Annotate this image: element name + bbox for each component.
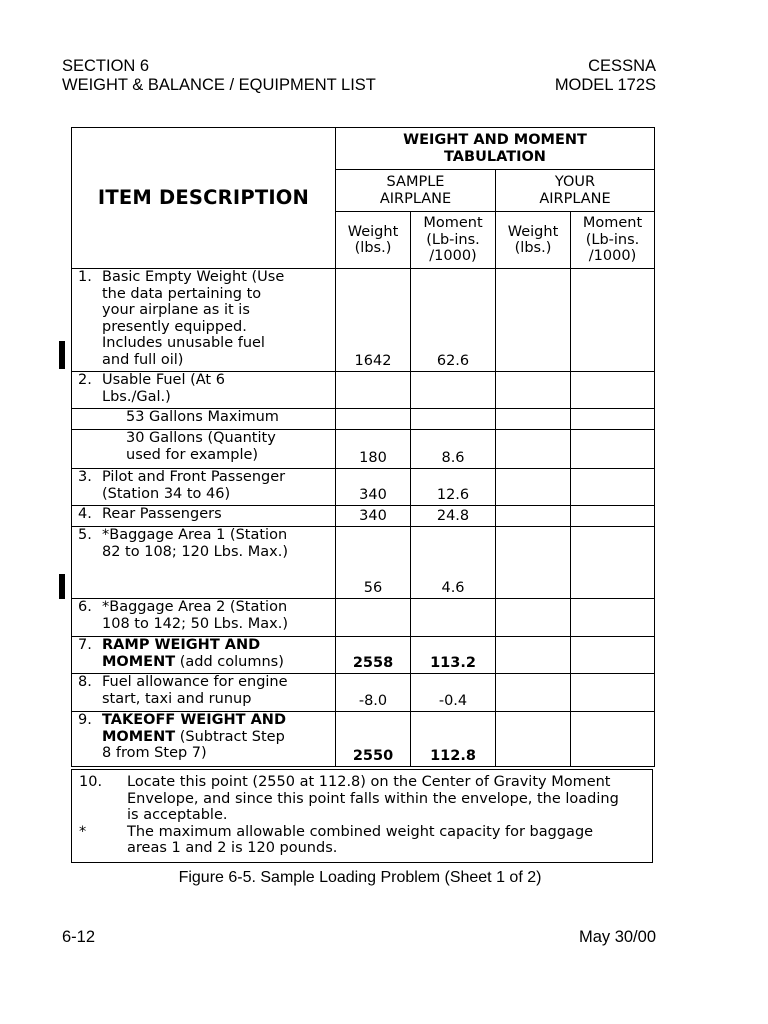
sample-moment-cell: 113.2 xyxy=(411,637,496,674)
your-moment-cell xyxy=(571,269,655,372)
sample-weight-header xyxy=(336,212,411,269)
item-cell xyxy=(72,372,336,409)
item-description-header: ITEM DESCRIPTION xyxy=(72,128,336,269)
sample-moment-cell: 12.6 xyxy=(411,469,496,506)
header-line: AIRPLANE xyxy=(539,190,611,207)
item-text: 30 Gallons (Quantity xyxy=(126,430,276,446)
item-cell xyxy=(72,674,336,712)
your-moment-cell xyxy=(571,430,655,469)
header-line: /1000) xyxy=(588,248,637,265)
sample-weight-cell: 340 xyxy=(336,506,411,527)
item-text: *Baggage Area 2 (Station xyxy=(102,599,288,615)
item-text: RAMP WEIGHT AND xyxy=(102,637,261,653)
note-item xyxy=(72,824,652,857)
notes-box xyxy=(71,769,653,863)
table-row xyxy=(72,269,655,372)
model-label: MODEL 172S xyxy=(554,76,656,94)
item-number: 6. xyxy=(78,599,92,615)
sample-moment-cell: 8.6 xyxy=(411,430,496,469)
section-subtitle: WEIGHT & BALANCE / EQUIPMENT LIST xyxy=(62,76,376,94)
item-number: 3. xyxy=(78,469,92,485)
your-moment-cell xyxy=(571,674,655,712)
item-text: 8 from Step 7) xyxy=(102,745,207,761)
item-cell xyxy=(72,599,336,637)
sample-weight-cell: -8.0 xyxy=(336,674,411,712)
your-moment-cell xyxy=(571,599,655,637)
item-text: 108 to 142; 50 Lbs. Max.) xyxy=(102,615,288,632)
header-line: (lbs.) xyxy=(354,240,392,256)
header-line: Weight xyxy=(347,223,399,240)
revision-bar xyxy=(59,574,65,599)
header-line: (Lb-ins. xyxy=(426,231,480,248)
your-weight-header xyxy=(496,212,571,269)
item-cell xyxy=(72,430,336,469)
page-header-left xyxy=(62,57,376,95)
sample-weight-cell: 340 xyxy=(336,469,411,506)
header-line: Moment xyxy=(423,215,483,232)
item-text: Rear Passengers xyxy=(102,506,222,522)
your-weight-cell xyxy=(496,409,571,430)
item-text: (Station 34 to 46) xyxy=(102,485,231,502)
item-text: (add columns) xyxy=(175,653,284,670)
your-weight-cell xyxy=(496,469,571,506)
sample-moment-cell xyxy=(411,409,496,430)
item-text: your airplane as it is xyxy=(102,302,250,318)
brand-label: CESSNA xyxy=(588,57,656,75)
table-row xyxy=(72,599,655,637)
item-cell xyxy=(72,527,336,599)
item-text: Fuel allowance for engine xyxy=(102,674,288,690)
item-text: 53 Gallons Maximum xyxy=(126,409,279,425)
header-line: YOUR xyxy=(554,174,596,190)
sample-moment-cell xyxy=(411,372,496,409)
header-line: (lbs.) xyxy=(514,240,552,256)
your-moment-cell xyxy=(571,712,655,767)
table-row xyxy=(72,527,655,599)
sample-moment-cell: 24.8 xyxy=(411,506,496,527)
sample-weight-cell: 1642 xyxy=(336,269,411,372)
sample-moment-cell: 62.6 xyxy=(411,269,496,372)
table-row xyxy=(72,674,655,712)
revision-bar xyxy=(59,341,65,369)
revision-date: May 30/00 xyxy=(578,928,656,946)
item-text: start, taxi and runup xyxy=(102,690,252,707)
note-key: * xyxy=(79,823,87,840)
sample-weight-cell: 180 xyxy=(336,430,411,469)
your-moment-header xyxy=(571,212,655,269)
table-row xyxy=(72,469,655,506)
your-weight-cell xyxy=(496,527,571,599)
header-line: Weight xyxy=(507,223,559,240)
header-line: SAMPLE xyxy=(386,174,445,190)
section-label: SECTION 6 xyxy=(62,57,150,75)
item-cell xyxy=(72,469,336,506)
loading-table xyxy=(71,127,655,767)
item-number: 2. xyxy=(78,372,92,388)
your-weight-cell xyxy=(496,372,571,409)
table-row xyxy=(72,506,655,527)
sample-weight-cell: 2550 xyxy=(336,712,411,767)
header-line: /1000) xyxy=(429,248,477,265)
table-row xyxy=(72,409,655,430)
item-text: Basic Empty Weight (Use xyxy=(102,269,285,285)
item-cell xyxy=(72,269,336,372)
sample-weight-cell xyxy=(336,409,411,430)
note-item xyxy=(72,774,652,824)
your-moment-cell xyxy=(571,469,655,506)
header-line: AIRPLANE xyxy=(379,190,452,207)
item-text: Lbs./Gal.) xyxy=(102,388,171,405)
weight-moment-header xyxy=(336,128,655,170)
table-row xyxy=(72,712,655,767)
table-row xyxy=(72,430,655,469)
your-moment-cell xyxy=(571,527,655,599)
sample-moment-cell: 4.6 xyxy=(411,527,496,599)
page-header-right xyxy=(555,57,656,95)
item-number: 8. xyxy=(78,674,92,690)
item-text: MOMENT xyxy=(102,728,176,745)
sample-weight-cell xyxy=(336,599,411,637)
item-number: 4. xyxy=(78,506,92,522)
item-text: MOMENT xyxy=(102,653,176,670)
sample-weight-cell: 2558 xyxy=(336,637,411,674)
item-cell xyxy=(72,409,336,430)
table-row xyxy=(72,637,655,674)
your-moment-cell xyxy=(571,506,655,527)
your-weight-cell xyxy=(496,637,571,674)
sample-weight-cell: 56 xyxy=(336,527,411,599)
sample-weight-cell xyxy=(336,372,411,409)
item-text: the data pertaining to xyxy=(102,285,262,302)
item-cell xyxy=(72,506,336,527)
your-airplane-header xyxy=(496,170,655,212)
item-cell xyxy=(72,712,336,767)
item-text: (Subtract Step xyxy=(175,728,285,745)
table-row xyxy=(72,372,655,409)
item-text: Includes unusable fuel xyxy=(102,335,265,351)
note-key: 10. xyxy=(79,774,103,790)
sample-airplane-header xyxy=(336,170,496,212)
header-line: (Lb-ins. xyxy=(585,231,640,248)
item-cell xyxy=(72,637,336,674)
item-number: 9. xyxy=(78,712,92,728)
note-text: The maximum allowable combined weight capacity for baggage areas 1 and 2 is 120 pounds. xyxy=(127,823,594,856)
your-weight-cell xyxy=(496,712,571,767)
figure-caption: Figure 6-5. Sample Loading Problem (Sheet 1 of 2) xyxy=(178,869,542,886)
your-weight-cell xyxy=(496,599,571,637)
header-line: Moment xyxy=(582,215,643,232)
wm-title-line: TABULATION xyxy=(444,148,546,165)
your-weight-cell xyxy=(496,430,571,469)
your-moment-cell xyxy=(571,637,655,674)
wm-title-line: WEIGHT AND MOMENT xyxy=(403,132,587,148)
item-text: and full oil) xyxy=(102,351,184,368)
sample-moment-cell: 112.8 xyxy=(411,712,496,767)
item-number: 5. xyxy=(78,527,92,543)
item-text: 82 to 108; 120 Lbs. Max.) xyxy=(102,543,288,560)
your-moment-cell xyxy=(571,409,655,430)
sample-moment-cell: -0.4 xyxy=(411,674,496,712)
item-text: used for example) xyxy=(126,446,259,463)
your-moment-cell xyxy=(571,372,655,409)
your-weight-cell xyxy=(496,674,571,712)
item-text: TAKEOFF WEIGHT AND xyxy=(102,712,286,728)
item-text: Pilot and Front Passenger xyxy=(102,469,286,485)
item-number: 7. xyxy=(78,637,92,653)
item-text: *Baggage Area 1 (Station xyxy=(102,527,288,543)
your-weight-cell xyxy=(496,506,571,527)
item-text: presently equipped. xyxy=(102,318,247,335)
your-weight-cell xyxy=(496,269,571,372)
sample-moment-header xyxy=(411,212,496,269)
item-text: Usable Fuel (At 6 xyxy=(102,372,225,388)
note-text: Locate this point (2550 at 112.8) on the Center of Gravity Moment Envelope, and since this point falls within the envelope, the loading is acceptable. xyxy=(127,774,619,823)
item-number: 1. xyxy=(78,269,92,285)
sample-moment-cell xyxy=(411,599,496,637)
page-number: 6-12 xyxy=(62,928,96,946)
